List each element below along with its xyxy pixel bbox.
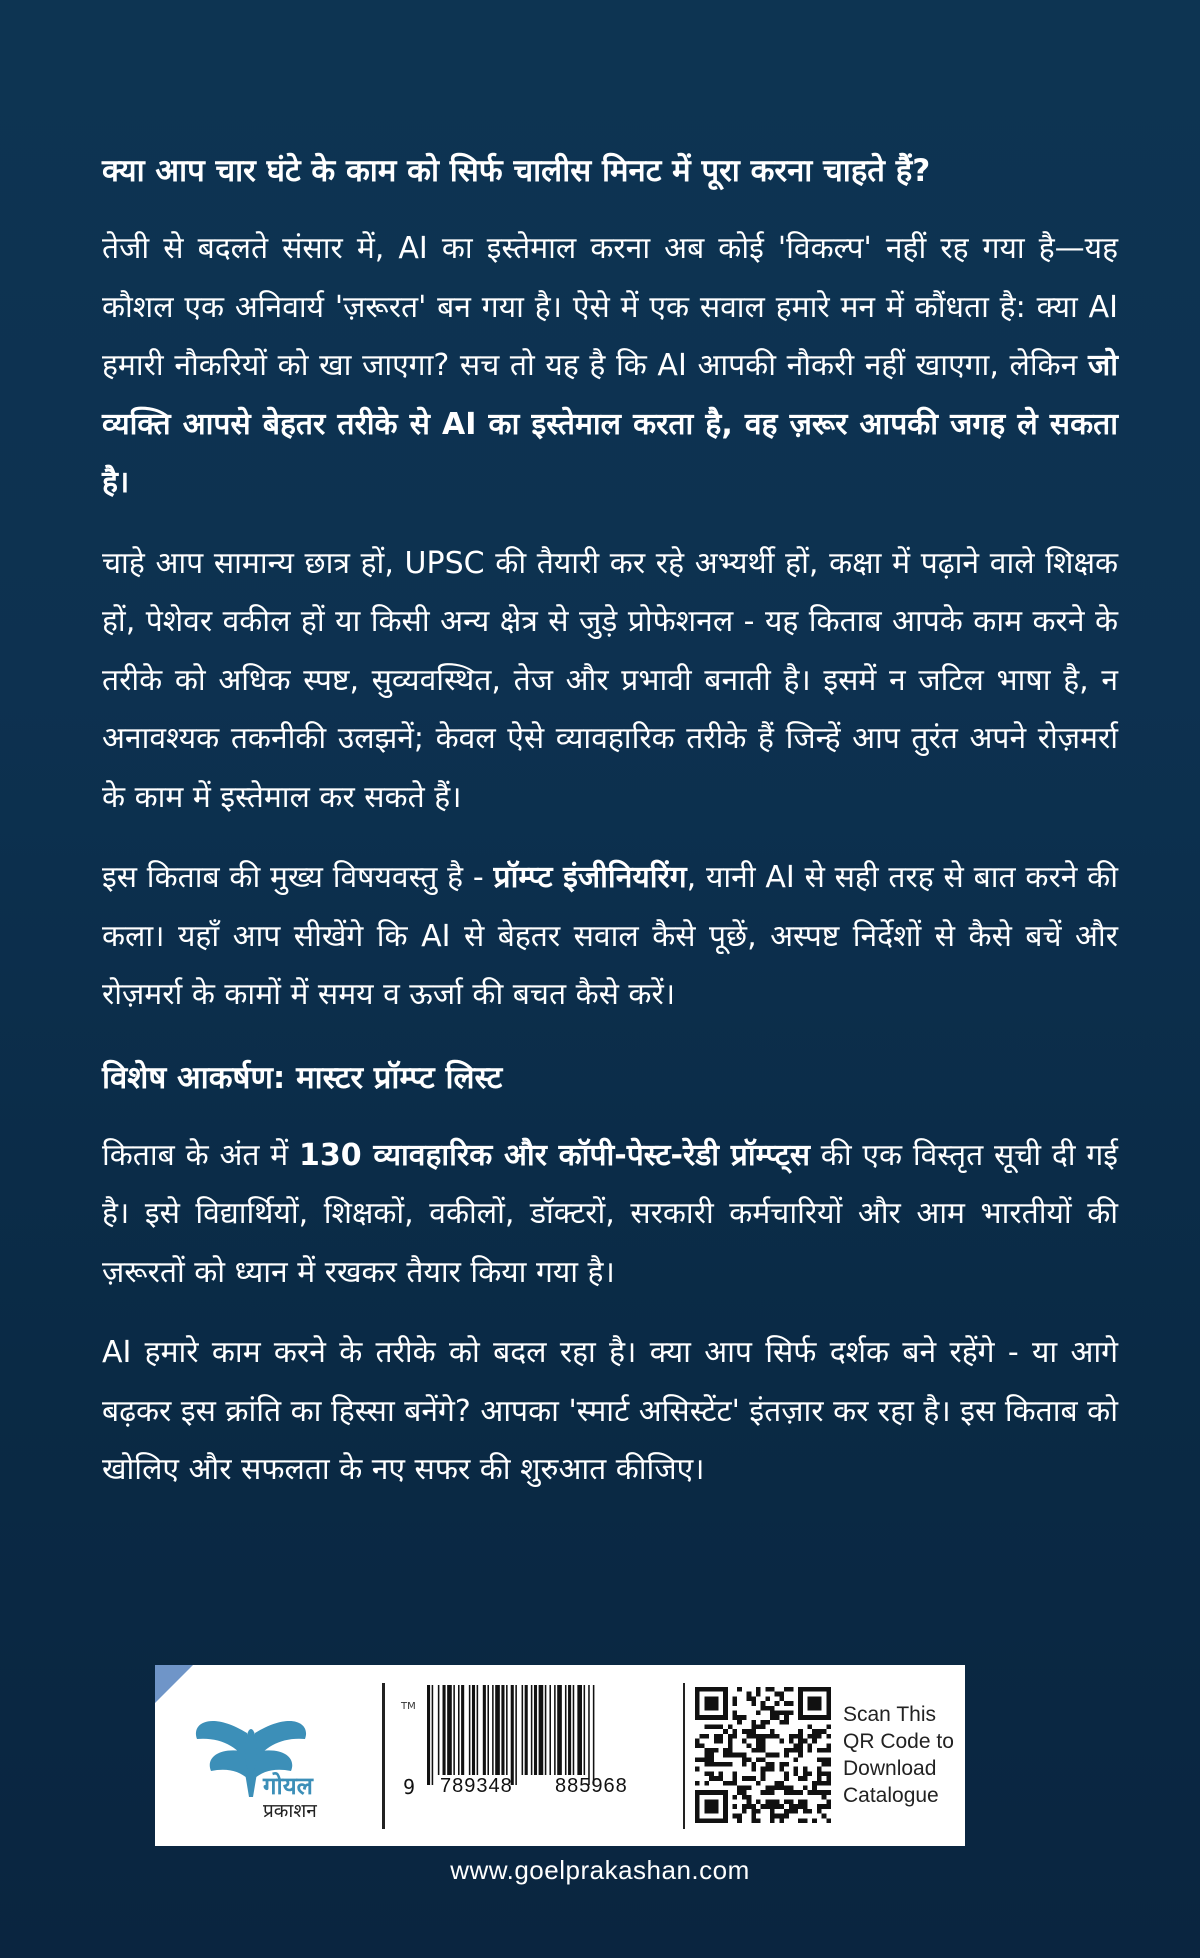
paragraph-prompt-list	[102, 1127, 1118, 1303]
publisher-website[interactable]: www.goelprakashan.com	[450, 1855, 750, 1885]
paragraph-prompt-list-post: की एक विस्तृत सूची दी गई है। इसे विद्यार्थियों, शिक्षकों, वकीलों, डॉक्टरों, सरकारी कर्मचारियों और आम भारतीयों की ज़रूरतों को ध्यान में रखकर तैयार किया गया है।	[102, 1137, 1118, 1290]
paragraph-closing: AI हमारे काम करने के तरीके को बदल रहा है। क्या आप सिर्फ दर्शक बने रहेंगे - या आगे बढ़कर इस क्रांति का हिस्सा बनेंगे? आपका 'स्मार्ट असिस्टेंट' इंतज़ार कर रहा है। इस किताब को खोलिए और सफलता के नए सफर की शुरुआत कीजिए।	[102, 1335, 1118, 1487]
qr-caption-line2: QR Code to	[843, 1730, 954, 1753]
qr-caption-line1: Scan This	[843, 1703, 936, 1726]
qr-caption-line3: Download	[843, 1757, 937, 1780]
divider-left	[382, 1683, 385, 1829]
special-feature-heading: विशेष आकर्षण: मास्टर प्रॉम्प्ट लिस्ट	[102, 1059, 503, 1096]
paragraph-topic-emphasis: प्रॉम्प्ट इंजीनियरिंग	[493, 860, 687, 895]
back-cover-text	[102, 148, 1118, 1522]
corner-accent	[155, 1665, 193, 1703]
paragraph-topic-post: , यानी AI से सही तरह से बात करने की कला। यहाँ आप सीखेंगे कि AI से बेहतर सवाल कैसे पूछें, अस्पष्ट निर्देशों से कैसे बचें और रोज़मर्रा के कामों में समय व ऊर्जा की बचत कैसे करें।	[102, 860, 1118, 1012]
cover-heading: क्या आप चार घंटे के काम को सिर्फ चालीस मिनट में पूरा करना चाहते हैं?	[102, 153, 931, 189]
paragraph-intro	[102, 220, 1118, 513]
paragraph-intro-emphasis: जो व्यक्ति आपसे बेहतर तरीके से AI का इस्तेमाल करता है, वह ज़रूर आपकी जगह ले सकता है।	[102, 348, 1118, 500]
trademark-mark: TM	[401, 1701, 416, 1712]
catalogue-qr-code[interactable]	[695, 1687, 831, 1823]
divider-right	[683, 1683, 685, 1829]
publisher-info-panel	[155, 1665, 965, 1846]
paragraph-topic	[102, 849, 1118, 1025]
barcode-group-1: 789348	[440, 1775, 513, 1797]
barcode-group-2: 885968	[555, 1775, 628, 1797]
paragraph-prompt-list-pre: किताब के अंत में	[102, 1137, 300, 1173]
qr-caption	[843, 1701, 954, 1809]
qr-caption-line4: Catalogue	[843, 1784, 939, 1807]
publisher-name-line2: प्रकाशन	[263, 1800, 317, 1822]
isbn-barcode	[413, 1685, 663, 1787]
barcode-lead-digit: 9	[403, 1775, 416, 1799]
paragraph-topic-pre: इस किताब की मुख्य विषयवस्तु है -	[102, 860, 494, 895]
paragraph-audience: चाहे आप सामान्य छात्र हों, UPSC की तैयारी कर रहे अभ्यर्थी हों, कक्षा में पढ़ाने वाले शिक्षक हों, पेशेवर वकील हों या किसी अन्य क्षेत्र से जुड़े प्रोफेशनल - यह किताब आपके काम करने के तरीके को अधिक स्पष्ट, सुव्यवस्थित, तेज और प्रभावी बनाती है। इसमें न जटिल भाषा है, न अनावश्यक तकनीकी उलझनें; केवल ऐसे व्यावहारिक तरीके हैं जिन्हें आप तुरंत अपने रोज़मर्रा के काम में इस्तेमाल कर सकते हैं।	[102, 545, 1118, 815]
paragraph-prompt-list-emphasis: 130 व्यावहारिक और कॉपी-पेस्ट-रेडी प्रॉम्प्ट्स	[299, 1137, 810, 1173]
publisher-name-line1: गोयल	[263, 1772, 313, 1800]
paragraph-intro-text: तेजी से बदलते संसार में, AI का इस्तेमाल करना अब कोई 'विकल्प' नहीं रह गया है—यह कौशल एक अनिवार्य 'ज़रूरत' बन गया है। ऐसे में एक सवाल हमारे मन में कौंधता है: क्या AI हमारी नौकरियों को खा जाएगा? सच तो यह है कि AI आपकी नौकरी नहीं खाएगा, लेकिन	[102, 231, 1118, 383]
